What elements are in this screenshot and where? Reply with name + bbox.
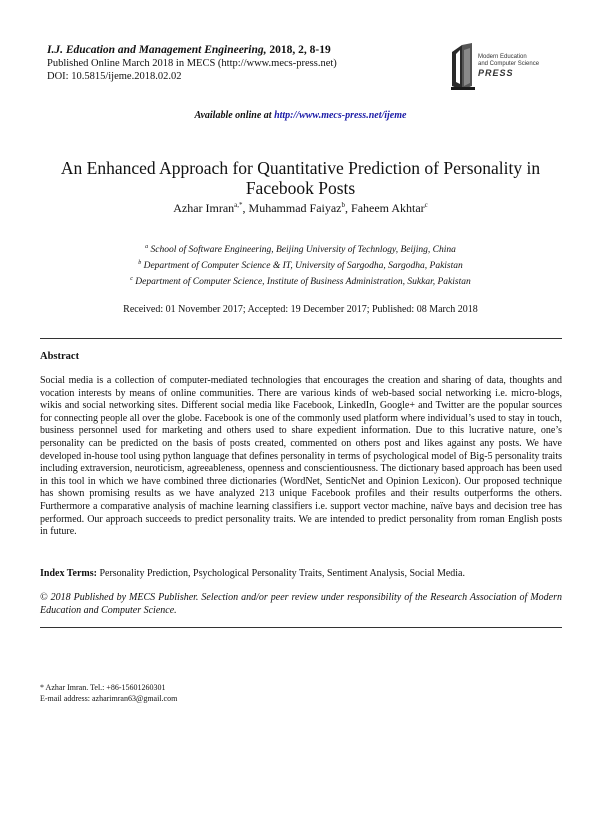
affiliation-mark: b <box>138 260 142 266</box>
abstract-body: Social media is a collection of computer-mediated technologies that encourages the creation and sharing of data, thoughts and vocation interests by means of online communities. There are various kinds of web-based social networking i.e. micro-blogs, wikis and social networking sites. Different social media like Facebook, LinkedIn, Google+ and Twitter are the popular sources for connecting people all over the globe. Facebook is one of the commonly used platform where individual’s used to stay in touch, business personnel used for marketing and others used to share expedient information. Due to this lucrative nature, one’s personality can be predicted on the basis of posts created, commented on others post and likes against any posts. We have developed in-house tool using python language that defines personality in terms of psychological model of Big-5 personality traits including extraversion, neuroticism, agreeableness, openness and conscientiousness. The dictionary based approach has been used in this tool in which we have combined three dictionaries (WordNet, SenticNet and Opinion Lexicon). Our proposed technique has shown promising results as we have analyzed 213 unique Facebook profiles and their results outperforms the others. Furthermore a comparative analysis of machine learning classifiers i.e. support vector machine, naïve bays and decision tree has performed. Our approach succeeds to predict personality traits. We are intended to predict personality from roman English posts in future. <box>40 375 562 538</box>
author-list <box>0 201 601 216</box>
journal-header <box>47 44 337 83</box>
footnote-contact: * Azhar Imran. Tel.: +86-15601260301 <box>40 683 166 692</box>
affiliation-text: Department of Computer Science, Institute of Business Administration, Sukkar, Pakistan <box>132 277 471 287</box>
affiliation-item <box>0 257 601 273</box>
affiliation-mark: c <box>130 276 133 282</box>
logo-word: PRESS <box>478 68 514 78</box>
divider-bottom <box>40 627 562 628</box>
paper-title <box>30 158 571 198</box>
journal-issue: 2018, 2, 8-19 <box>266 44 331 56</box>
author-affil-mark: a,* <box>234 201 243 209</box>
author-separator: , <box>345 201 352 215</box>
author-name: Muhammad Faiyaz <box>248 201 342 215</box>
published-line: Published Online March 2018 in MECS (http://www.mecs-press.net) <box>47 58 337 69</box>
affiliation-text: Department of Computer Science & IT, University of Sargodha, Sargodha, Pakistan <box>141 261 463 271</box>
index-terms-text: Personality Prediction, Psychological Personality Traits, Sentiment Analysis, Social Media. <box>96 568 465 579</box>
title-line-2: Facebook Posts <box>245 178 356 198</box>
divider-top <box>40 338 562 339</box>
affiliation-item <box>0 241 601 257</box>
author-name: Faheem Akhtar <box>351 201 425 215</box>
availability-prefix: Available online at <box>194 110 275 121</box>
doi-line: DOI: 10.5815/ijeme.2018.02.02 <box>47 71 182 82</box>
index-terms-label: Index Terms: <box>40 568 97 579</box>
publisher-logo <box>450 40 560 94</box>
affiliation-mark: a <box>145 244 149 250</box>
author-affil-mark: c <box>424 201 428 209</box>
author-separator: , <box>242 201 249 215</box>
index-terms <box>40 568 562 579</box>
copyright-notice: © 2018 Published by MECS Publisher. Selection and/or peer review under responsibility of the Research Association of Modern Education and Computer Science. <box>40 592 562 616</box>
abstract-heading: Abstract <box>40 351 80 362</box>
logo-line-2: and Computer Science <box>478 61 540 67</box>
availability-link[interactable]: http://www.mecs-press.net/ijeme <box>274 110 407 121</box>
logo-text <box>478 54 539 77</box>
title-line-1: An Enhanced Approach for Quantitative Prediction of Personality in <box>60 158 541 178</box>
publication-dates: Received: 01 November 2017; Accepted: 19 December 2017; Published: 08 March 2018 <box>123 304 478 315</box>
journal-name: I.J. Education and Management Engineering, <box>47 44 267 56</box>
affiliation-item <box>0 273 601 289</box>
journal-citation <box>47 44 337 57</box>
author-affil-mark: b <box>341 201 346 209</box>
affiliation-text: School of Software Engineering, Beijing University of Technlogy, Beijing, China <box>148 245 456 255</box>
corresponding-author-footnote <box>40 683 177 704</box>
footnote-email: E-mail address: azharimran63@gmail.com <box>40 693 178 703</box>
author-name: Azhar Imran <box>173 201 235 215</box>
logo-line-1: Modern Education <box>478 54 527 60</box>
affiliation-list <box>0 241 601 289</box>
availability-line <box>0 110 601 121</box>
